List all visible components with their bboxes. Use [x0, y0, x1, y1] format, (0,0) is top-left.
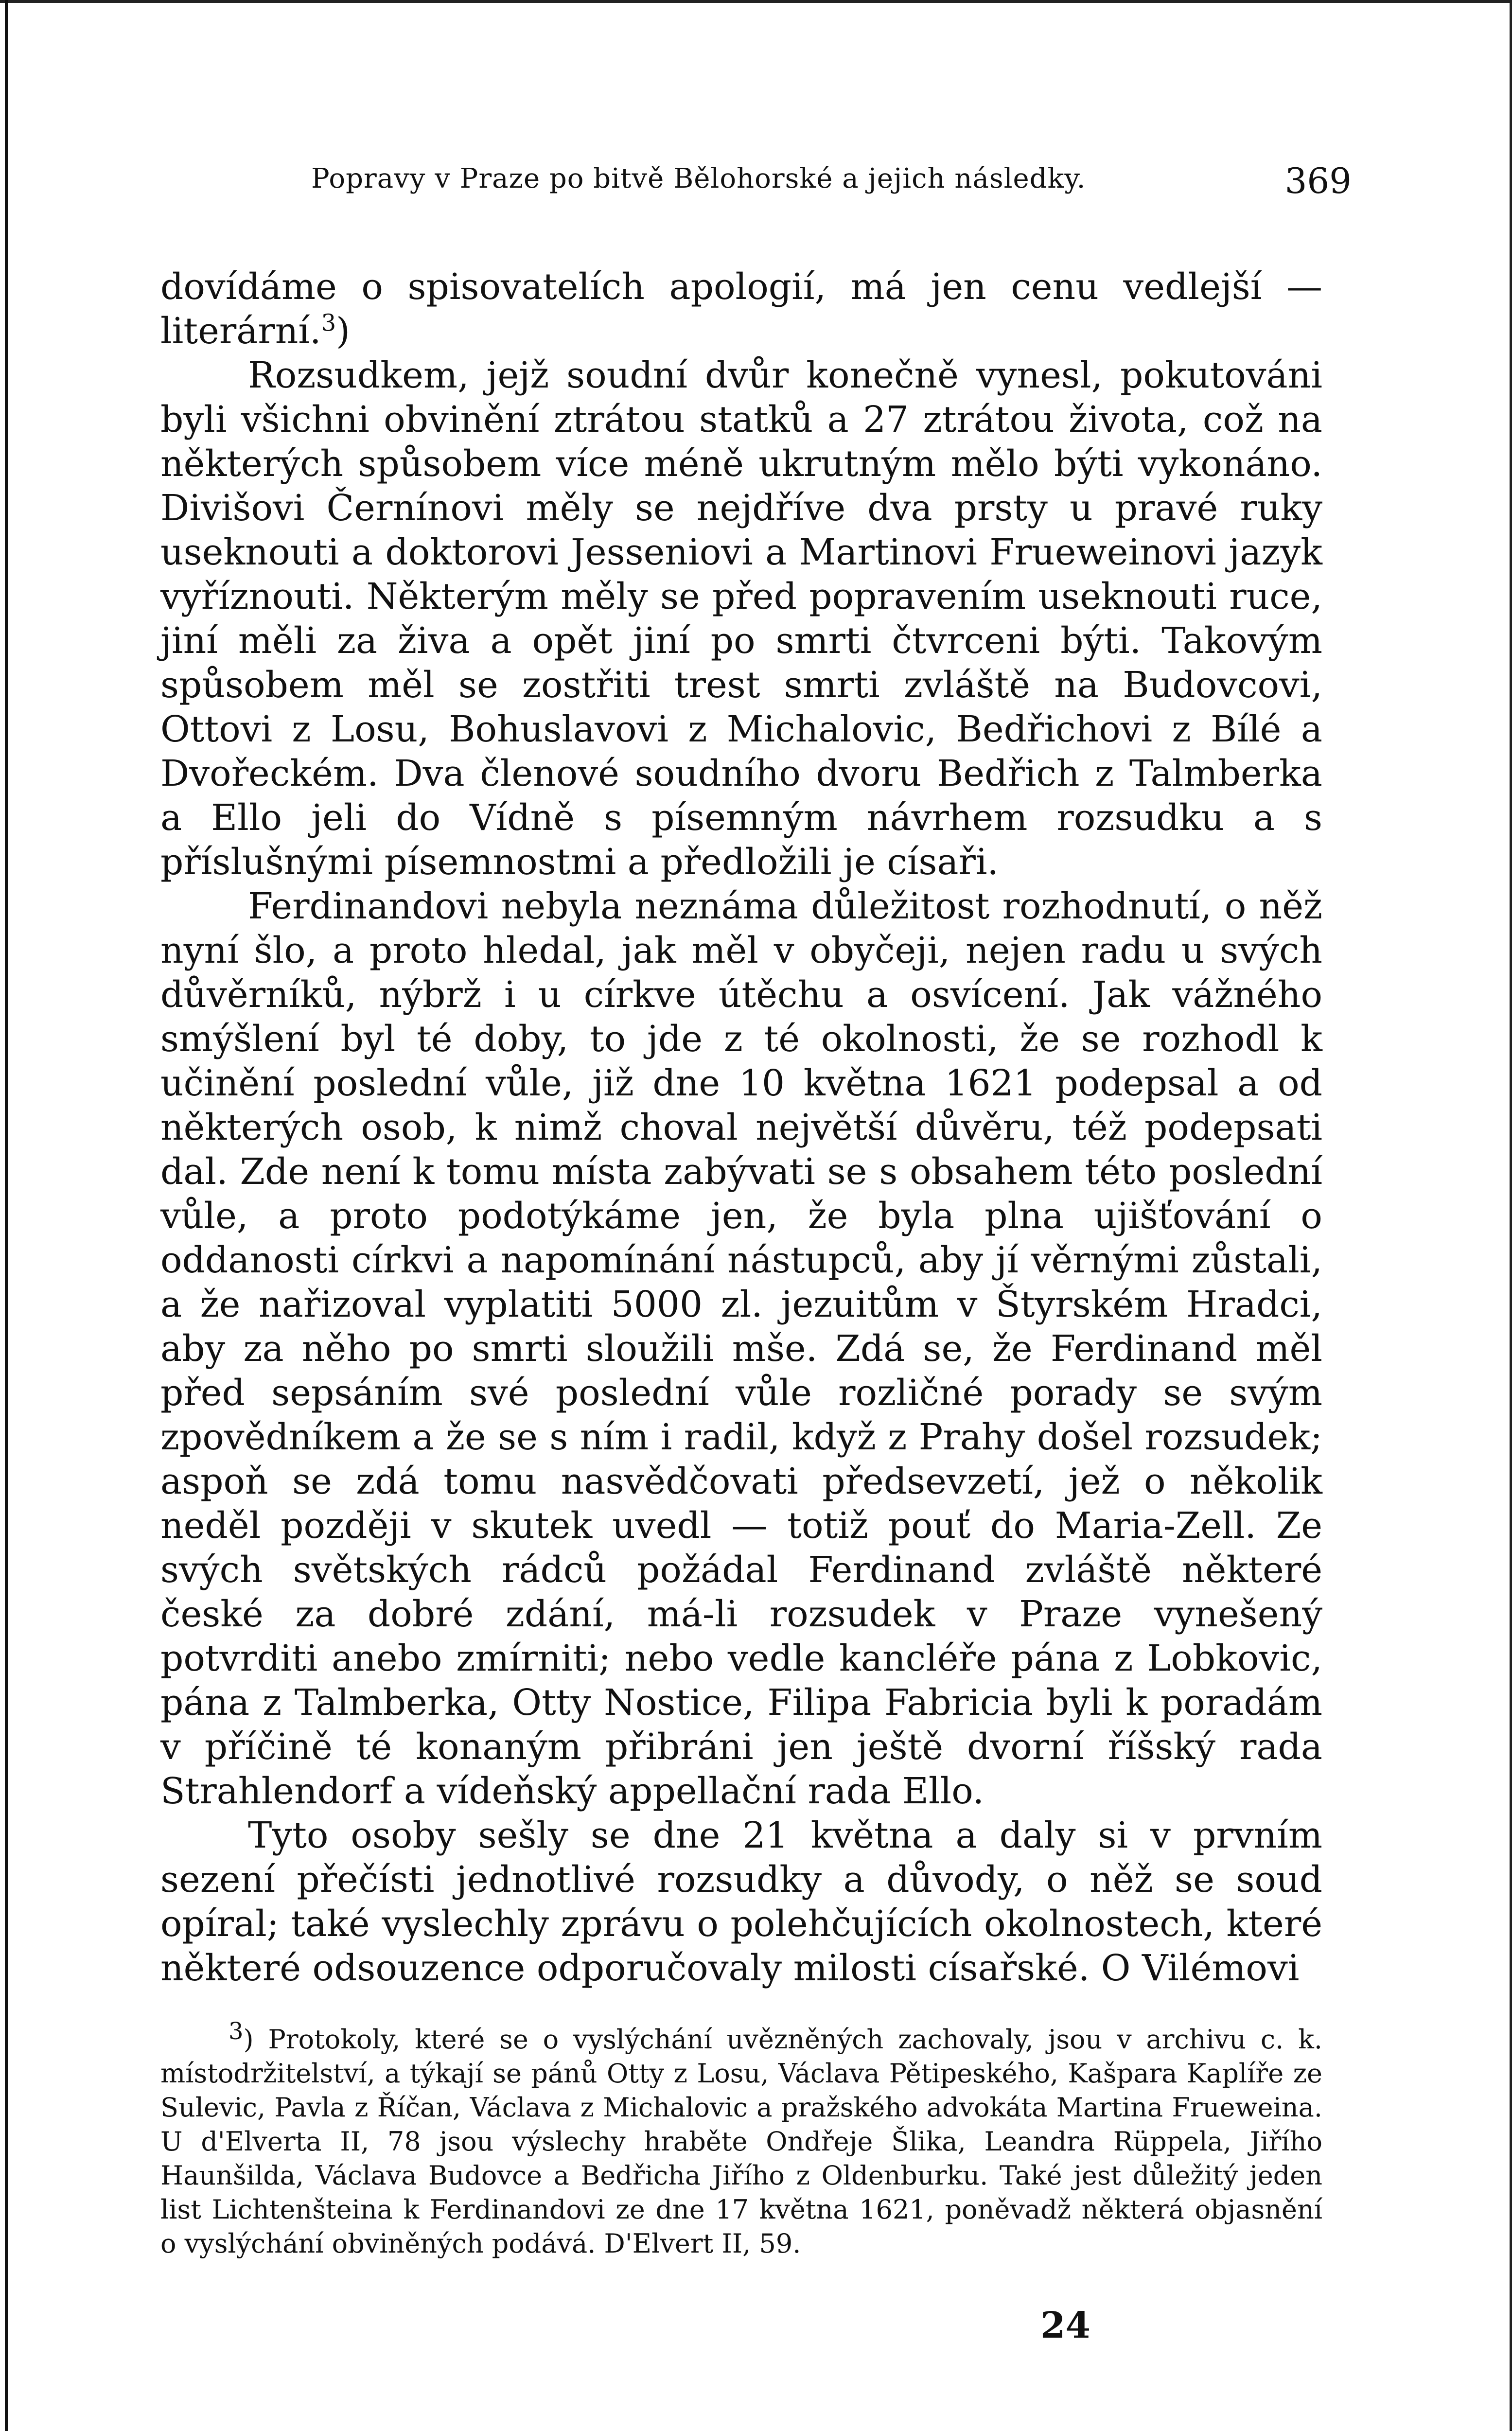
footnote: [160, 2018, 1322, 2261]
footnote-marker: 3: [229, 2018, 244, 2045]
footnote-reference: 3: [321, 309, 336, 337]
paragraph-1-text: dovídáme o spisovatelích apologií, má jen cenu vedlejší — literární.: [160, 266, 1322, 352]
running-header: Popravy v Praze po bitvě Bělohorské a jejich následky.: [311, 163, 1086, 194]
paragraph-3: Ferdinandovi nebyla neznáma důležitost rozhodnutí, o něž nyní šlo, a proto hledal, jak měl v obyčeji, nejen radu u svých důvěrníků, nýbrž i u církve útěchu a osvícení. Jak vážného smýšlení byl té doby, to jde z té okolnosti, že se rozhodl k učinění poslední vůle, již dne 10 května 1621 podepsal a od některých osob, k nimž choval největší důvěru, též podepsati dal. Zde není k tomu místa zabývati se s obsahem této poslední vůle, a proto podotýkáme jen, že byla plna ujišťování o oddanosti církvi a napomínání nástupců, aby jí věrnými zůstali, a že nařizoval vyplatiti 5000 zl. jezuitům v Štyrském Hradci, aby za něho po smrti sloužili mše. Zdá se, že Ferdinand měl před sepsáním své poslední vůle rozličné porady se svým zpovědníkem a že se s ním i radil, když z Prahy došel rozsudek; aspoň se zdá tomu nasvědčovati předsevzetí, jež o několik neděl později v skutek uvedl — totiž pouť do Maria-Zell. Ze svých světských rádců požádal Ferdinand zvláště některé české za dobré zdání, má-li rozsudek v Praze vynešený potvrditi anebo zmírniti; nebo vedle kancléře pána z Lobkovic, pána z Talmberka, Otty Nostice, Filipa Fabricia byli k poradám v příčině té konaným přibráni jen ještě dvorní říšský rada Strahlendorf a vídeňský appellační rada Ello.: [160, 885, 1322, 1812]
page-border-top: [0, 0, 1512, 3]
page-border-right: [1510, 0, 1512, 2431]
footnote-text: Protokoly, které se o vyslýchání uvězněných zachovaly, jsou v archivu c. k. místodržitelství, a týkají se pánů Otty z Losu, Václava Pětipeského, Kašpara Kaplíře ze Sulevic, Pavla z Říčan, Václava z Michalovic a pražského advokáta Martina Frueweina. U d'Elverta II, 78 jsou výslechy hraběte Ondřeje Šlika, Leandra Rüppela, Jiřího Haunšilda, Václava Budovce a Bedřicha Jiřího z Oldenburku. Také jest důležitý jeden list Lichtenšteina k Ferdinandovi ze dne 17 května 1621, poněvadž některá objasnění o vyslýchání obviněných podává. D'Elvert II, 59.: [160, 2024, 1322, 2259]
signature-mark: 24: [1040, 2305, 1090, 2346]
paragraph-2: Rozsudkem, jejž soudní dvůr konečně vynesl, pokutováni byli všichni obvinění ztrátou statků a 27 ztrátou života, což na některých spůsobem více méně ukrutným mělo býti vykonáno. Divišovi Černínovi měly se nejdříve dva prsty u pravé ruky useknouti a doktorovi Jesseniovi a Martinovi Frueweinovi jazyk vyříznouti. Některým měly se před popravením useknouti ruce, jiní měli za živa a opět jiní po smrti čtvrceni býti. Takovým spůsobem měl se zostřiti trest smrti zvláště na Budovcovi, Ottovi z Losu, Bohuslavovi z Michalovic, Bedřichovi z Bílé a Dvořeckém. Dva členové soudního dvoru Bedřich z Talmberka a Ello jeli do Vídně s písemným návrhem rozsudku a s příslušnými písemnostmi a předložili je císaři.: [160, 354, 1322, 883]
main-text: [160, 265, 1322, 1991]
paragraph-4: Tyto osoby sešly se dne 21 května a daly si v prvním sezení přečísti jednotlivé rozsudky a důvody, o něž se soud opíral; také vyslechly zprávu o polehčujících okolnostech, které některé odsouzence odporučovaly milosti císařské. O Vilémovi: [160, 1814, 1322, 1989]
footnote-paragraph: $^3$) Protokoly, které se o vyslýchání uvězněných zachovaly, jsou v archivu c. k. místodržitelství, a týkají se pánů Otty z Losu, Václava Pětipeského, Kašpara Kaplíře ze Sulevic, Pavla z Říčan, Václava z Michalovic a pražského advokáta Martina Frueweina. U d'Elverta II, 78 jsou výslechy hraběte Ondřeje Šlika, Leandra Rüppela, Jiřího Haunšilda, Václava Budovce a Bedřicha Jiřího z Oldenburku. Také jest důležitý jeden list Lichtenšteina k Ferdinandovi ze dne 17 května 1621, poněvadž některá objasnění o vyslýchání obviněných podává. D'Elvert II, 59.: [160, 2018, 1322, 2259]
footnote-reference-close: ): [336, 310, 351, 352]
page-number: 369: [1284, 160, 1352, 201]
paragraph-1: [160, 265, 1322, 353]
page-border-left: [5, 0, 8, 2431]
